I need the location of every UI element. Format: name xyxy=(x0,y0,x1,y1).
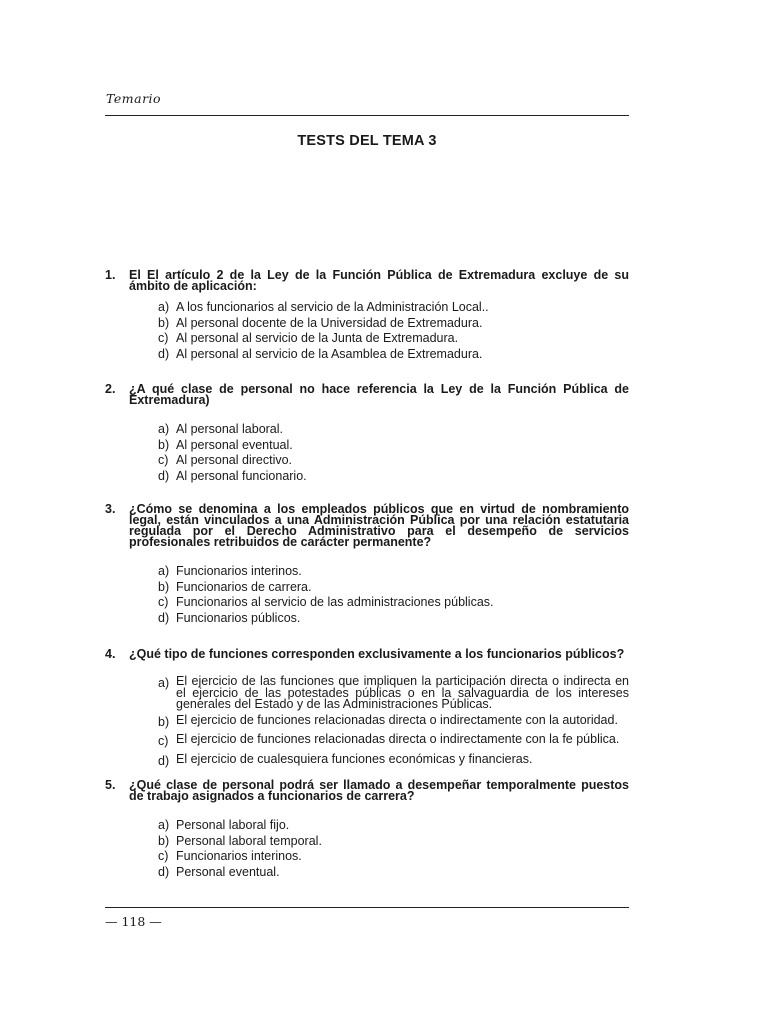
option-text: Funcionarios interinos. xyxy=(176,564,302,578)
option-text: Al personal al servicio de la Asamblea de Extremadura. xyxy=(176,346,483,361)
option-letter: c) xyxy=(158,849,169,863)
question-4 xyxy=(105,649,629,771)
option-d xyxy=(158,752,629,772)
option-d xyxy=(158,611,629,627)
option-c xyxy=(158,732,629,752)
option-text: Funcionarios al servicio de las administraciones públicas. xyxy=(176,595,494,609)
option-d xyxy=(158,347,629,363)
question-stem xyxy=(105,270,629,292)
option-d xyxy=(158,469,629,485)
footer-rule xyxy=(105,907,629,908)
question-stem xyxy=(105,384,629,406)
option-letter: a) xyxy=(158,300,170,314)
option-d xyxy=(158,865,629,881)
option-list xyxy=(105,674,629,771)
option-letter: d) xyxy=(158,753,170,768)
option-letter: b) xyxy=(158,833,170,848)
option-letter: a) xyxy=(158,422,170,436)
question-number: 5. xyxy=(105,778,116,792)
question-number: 1. xyxy=(105,268,116,282)
option-letter: c) xyxy=(158,453,169,467)
question-stem xyxy=(105,504,629,548)
option-c xyxy=(158,595,629,611)
option-text: Funcionarios interinos. xyxy=(176,849,302,863)
question-5 xyxy=(105,780,629,880)
option-letter: a) xyxy=(158,676,170,690)
option-list xyxy=(105,422,629,484)
question-number: 2. xyxy=(105,382,116,396)
option-text: A los funcionarios al servicio de la Administración Local.. xyxy=(176,300,489,314)
option-list xyxy=(105,300,629,362)
question-stem xyxy=(105,780,629,802)
question-2 xyxy=(105,384,629,484)
option-letter: b) xyxy=(158,315,170,330)
option-letter: a) xyxy=(158,818,170,832)
option-text: Funcionarios públicos. xyxy=(176,610,301,625)
question-text: ¿Qué clase de personal podrá ser llamado a desempeñar temporalmente puestos de trabajo asignados a funcionarios de carrera? xyxy=(129,778,629,803)
option-text: Personal laboral fijo. xyxy=(176,818,290,832)
option-letter: a) xyxy=(158,564,170,578)
option-letter: c) xyxy=(158,595,169,609)
option-text: El ejercicio de funciones relacionadas directa o indirectamente con la autoridad. xyxy=(176,712,618,727)
option-c xyxy=(158,453,629,469)
question-text: ¿A qué clase de personal no hace referencia la Ley de la Función Pública de Extremadura) xyxy=(129,382,629,407)
question-number: 4. xyxy=(105,647,116,661)
question-text: ¿Qué tipo de funciones corresponden exclusivamente a los funcionarios públicos? xyxy=(129,647,625,661)
option-text: Al personal laboral. xyxy=(176,422,284,436)
option-letter: d) xyxy=(158,468,170,483)
option-b xyxy=(158,316,629,332)
option-a xyxy=(158,300,629,316)
option-b xyxy=(158,438,629,454)
option-b xyxy=(158,713,629,733)
running-head: Temario xyxy=(106,91,162,106)
question-text: ¿Cómo se denomina a los empleados públicos que en virtud de nombramiento legal, están vinculados a una Administración Pública por una relación estatutaria regulada por el Derecho Administrativo para el desempeño de servicios profesionales retribuidos de carácter permanente? xyxy=(129,502,629,549)
option-text: El ejercicio de funciones relacionadas directa o indirectamente con la fe pública. xyxy=(176,732,620,746)
option-text: Al personal al servicio de la Junta de Extremadura. xyxy=(176,331,459,345)
option-text: Funcionarios de carrera. xyxy=(176,579,312,594)
option-text: Al personal docente de la Universidad de Extremadura. xyxy=(176,315,483,330)
option-letter: b) xyxy=(158,714,170,729)
option-list xyxy=(105,564,629,626)
option-b xyxy=(158,834,629,850)
option-a xyxy=(158,422,629,438)
option-text: Al personal directivo. xyxy=(176,453,293,467)
option-c xyxy=(158,849,629,865)
option-b xyxy=(158,580,629,596)
question-1 xyxy=(105,270,629,362)
option-text: El ejercicio de las funciones que impliquen la participación directa o indirecta en el ejercicio de las potestades públicas o en la salvaguardia de los intereses generales del Estado y de las Administraciones Públicas. xyxy=(176,674,629,711)
option-letter: d) xyxy=(158,346,170,361)
page-number: — 118 — xyxy=(105,914,162,929)
option-a xyxy=(158,564,629,580)
header-rule xyxy=(105,115,629,116)
option-text: Personal eventual. xyxy=(176,864,280,879)
question-text: El El artículo 2 de la Ley de la Función Pública de Extremadura excluye de su ámbito de aplicación: xyxy=(129,268,629,293)
page-title: TESTS DEL TEMA 3 xyxy=(297,133,437,149)
option-letter: d) xyxy=(158,864,170,879)
option-letter: d) xyxy=(158,610,170,625)
option-letter: b) xyxy=(158,579,170,594)
question-number: 3. xyxy=(105,502,116,516)
option-c xyxy=(158,331,629,347)
option-a xyxy=(158,818,629,834)
question-3 xyxy=(105,504,629,626)
option-letter: b) xyxy=(158,437,170,452)
option-a xyxy=(158,674,629,713)
option-text: El ejercicio de cualesquiera funciones económicas y financieras. xyxy=(176,751,533,766)
option-text: Personal laboral temporal. xyxy=(176,833,322,848)
option-list xyxy=(105,818,629,880)
option-text: Al personal eventual. xyxy=(176,437,293,452)
option-letter: c) xyxy=(158,331,169,345)
option-letter: c) xyxy=(158,734,169,748)
option-text: Al personal funcionario. xyxy=(176,468,307,483)
question-stem xyxy=(105,649,629,660)
